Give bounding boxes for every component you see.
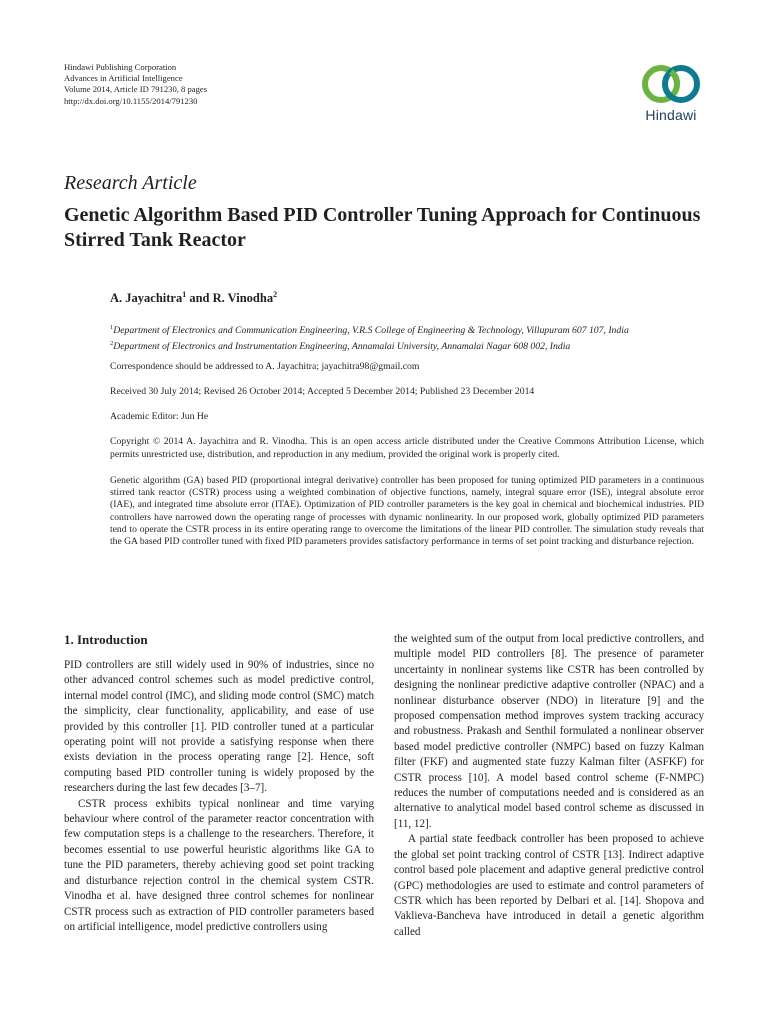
paragraph: CSTR process exhibits typical nonlinear and time varying behaviour where control of the parameter reactor concentration with few computation steps is a challenge to the researchers. Therefore, it becomes essential to use powerful heuristic algorithms like GA to tune the PID parameters, thereby achieving good set point tracking and disturbance rejection control in the chemical system CSTR. Vinodha et al. have designed three control schemes for nonlinear CSTR process such as extraction of PID controller parameters based on artificial intelligence, model predictive controllers using <box>64 797 374 933</box>
volume-info: Volume 2014, Article ID 791230, 8 pages <box>64 84 208 95</box>
paragraph: PID controllers are still widely used in 90% of industries, since no other advanced control schemes such as model predictive control, internal model control (IMC), and sliding mode control (SMC) match the simplicity, clear functionality, applicability, and ease of use provided by this controller [1]. PID controller tuned at a particular operating point will not provide a satisfying response when there exists deviation in the process operating range [2]. Hence, soft computing based PID controller tuning is widely proposed by the researchers during the last few decades [3–7]. <box>64 659 374 795</box>
paragraph: the weighted sum of the output from local predictive controllers, and multiple model PID controllers [8]. The presence of parameter uncertainty in nonlinear systems like CSTR has been controlled by designing the nonlinear predictive adaptive controller (NPAC) and a nonlinear disturbance observer (NDO) in literature [9] and the proposed compensation method improves system tracking accuracy and robustness. Prakash and Senthil formulated a nonlinear observer based model predictive controller (NMPC) based on fuzzy Kalman filter (FKF) and augmented state fuzzy Kalman filter (ASFKF) for CSTR process [10]. A model based control scheme (F-NMPC) reduces the number of computations needed and is considered as an alternative to analytical model based control scheme as discussed in [11, 12]. <box>394 633 704 830</box>
correspondence: Correspondence should be addressed to A. Jayachitra; jayachitra98@gmail.com <box>110 361 420 372</box>
affiliations <box>110 321 704 353</box>
publication-dates: Received 30 July 2014; Revised 26 October 2014; Accepted 5 December 2014; Published 23 December 2014 <box>110 386 535 397</box>
publisher-name: Hindawi Publishing Corporation <box>64 62 177 72</box>
article-type: Research Article <box>64 172 197 194</box>
affiliation-text: Department of Electronics and Instrumentation Engineering, Annamalai University, Annamalai Nagar 608 002, India <box>113 341 571 353</box>
paper-title: Genetic Algorithm Based PID Controller Tuning Approach for Continuous Stirred Tank Reactor <box>64 204 701 251</box>
paragraph: A partial state feedback controller has been proposed to achieve the global set point tracking control of CSTR [13]. Indirect adaptive control based pole placement and adaptive general predictive control (GPC) methodologies are used to estimate and control parameters of CSTR which has been reported by Delbari et al. [14]. Shopova and Vaklieva-Bancheva have introduced in detail a genetic algorithm called <box>394 833 704 938</box>
right-column <box>394 632 704 940</box>
author-conjunction: and <box>186 291 213 306</box>
affiliation-marker: 2 <box>273 290 278 299</box>
affiliation-line <box>110 321 704 337</box>
affiliation-text: Department of Electronics and Communication Engineering, V.R.S College of Engineering & Technology, Villupuram 607 107, India <box>113 325 629 337</box>
academic-editor: Academic Editor: Jun He <box>110 411 209 422</box>
affiliation-marker: 2 <box>110 340 114 348</box>
journal-masthead <box>64 62 207 107</box>
journal-name: Advances in Artificial Intelligence <box>64 73 183 84</box>
author-name: A. Jayachitra <box>110 291 183 306</box>
author-list <box>110 290 277 306</box>
hindawi-logo-icon <box>638 62 704 106</box>
affiliation-marker: 1 <box>110 324 114 331</box>
left-column <box>64 632 374 935</box>
section-heading: 1. Introduction <box>64 632 148 647</box>
hindawi-logo-text: Hindawi <box>645 107 697 123</box>
affiliation-marker: 1 <box>182 290 187 299</box>
abstract: Genetic algorithm (GA) based PID (proportional integral derivative) controller has been proposed for tuning optimized PID parameters in a continuous stirred tank reactor (CSTR) process using a weighted combination of objective functions, namely, integral square error (ISE), integral absolute error (IAE), and integrated time absolute error (ITAE). Optimization of PID controller parameters is the key goal in chemical and biochemical industries. PID controllers have narrowed down the operating range of processes with dynamic nonlinearity. In our proposed work, globally optimized PID parameters tend to operate the CSTR process in its entire operating range to overcome the limitations of the linear PID controller. The simulation study reveals that the GA based PID controller tuned with fixed PID parameters provides satisfactory performance in terms of set point tracking and disturbance rejection. <box>110 475 704 548</box>
hindawi-logo <box>636 62 706 123</box>
author-name: R. Vinodha <box>212 291 274 306</box>
doi-link[interactable]: http://dx.doi.org/10.1155/2014/791230 <box>64 95 198 106</box>
copyright-notice: Copyright © 2014 A. Jayachitra and R. Vinodha. This is an open access article distributed under the Creative Commons Attribution License, which permits unrestricted use, distribution, and reproduction in any medium, provided the original work is properly cited. <box>110 436 704 460</box>
affiliation-line <box>110 337 704 353</box>
